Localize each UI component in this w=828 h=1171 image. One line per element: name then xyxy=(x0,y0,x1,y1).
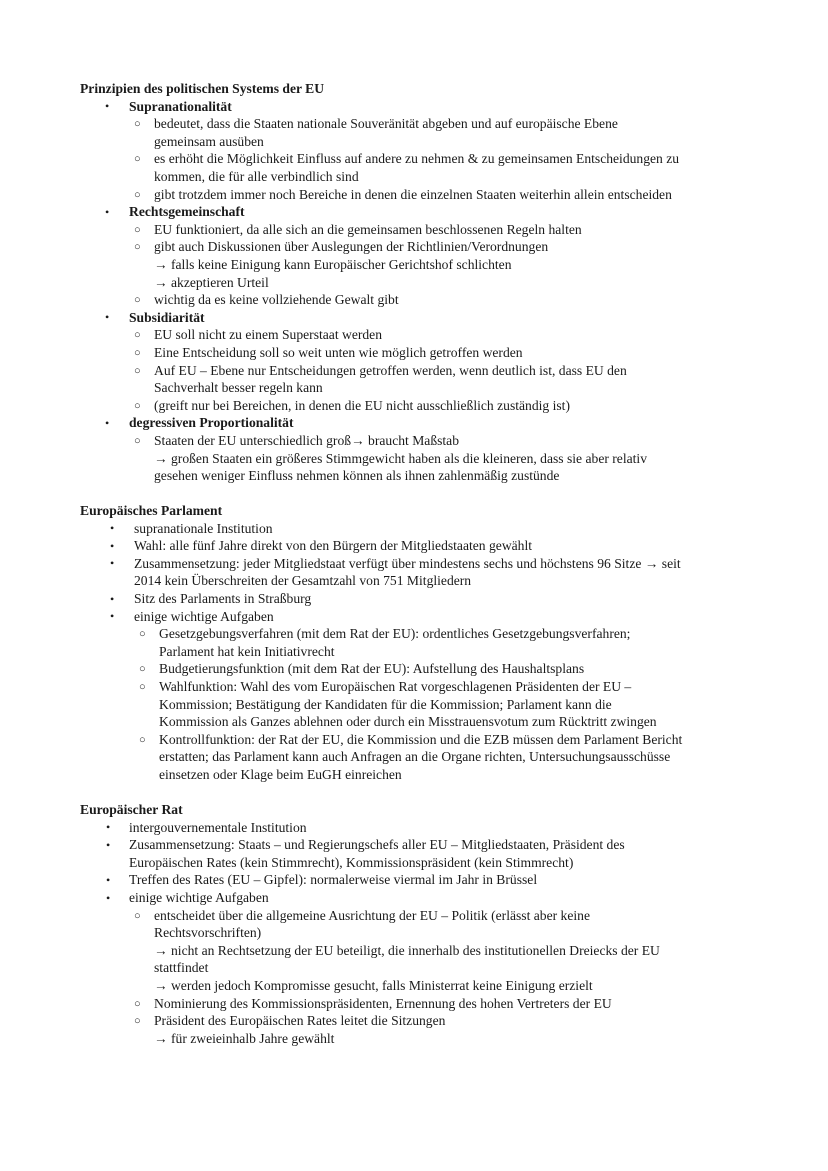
bullet-circle: ○ xyxy=(139,663,146,676)
bullet-circle: ○ xyxy=(134,241,141,254)
bullet-circle: ○ xyxy=(134,399,141,412)
sub-item-text: gesehen weniger Einfluss nehmen können als ihnen zahlenmäßig zustünde xyxy=(154,468,560,484)
sub-item-text: → falls keine Einigung kann Europäischer Gerichtshof schlichten xyxy=(154,257,512,272)
sub-item-text: wichtig da es keine vollziehende Gewalt gibt xyxy=(154,292,399,308)
sub-item-text: → werden jedoch Kompromisse gesucht, falls Ministerrat keine Einigung erzielt xyxy=(154,978,593,993)
sub-item-text: → akzeptieren Urteil xyxy=(154,274,269,290)
bullet-disc: • xyxy=(105,204,110,219)
bullet-disc: • xyxy=(105,310,110,325)
list-item-heading: Subsidiarität xyxy=(129,309,205,325)
list-item-heading: degressiven Proportionalität xyxy=(129,415,294,431)
list-item-text: 2014 kein Überschreiten der Gesamtzahl von 751 Mitgliedern xyxy=(134,573,472,589)
sub-item-text: Gesetzgebungsverfahren (mit dem Rat der EU): ordentliches Gesetzgebungsverfahren; xyxy=(159,626,631,642)
sub-item-text: Parlament hat kein Initiativrecht xyxy=(159,643,335,659)
sub-item-text: Auf EU – Ebene nur Entscheidungen getroffen werden, wenn deutlich ist, dass EU den xyxy=(154,362,627,378)
bullet-circle: ○ xyxy=(134,364,141,377)
bullet-circle: ○ xyxy=(134,435,141,447)
sub-item-text: Sachverhalt besser regeln kann xyxy=(154,380,323,396)
bullet-disc: • xyxy=(106,890,111,905)
bullet-circle: ○ xyxy=(139,733,146,746)
bullet-circle: ○ xyxy=(134,153,141,166)
list-item-text: Zusammensetzung: Staats – und Regierungschefs aller EU – Mitgliedstaaten, Präsident des xyxy=(129,837,625,853)
list-item-text: Europäischen Rates (kein Stimmrecht), Kommissionspräsident (kein Stimmrecht) xyxy=(129,854,574,870)
bullet-disc: • xyxy=(110,556,115,571)
sub-item-text: Nominierung des Kommissionspräsidenten, Ernennung des hohen Vertreters der EU xyxy=(154,995,612,1011)
bullet-disc: • xyxy=(106,820,111,835)
sub-item-text: Kommission als Ganzes ablehnen oder durch ein Misstrauensvotum zum Rücktritt zwingen xyxy=(159,714,657,730)
sub-item-text: Kontrollfunktion: der Rat der EU, die Kommission und die EZB müssen dem Parlament Bericht xyxy=(159,731,683,747)
sub-item-text: kommen, die für alle verbindlich sind xyxy=(154,169,359,184)
section-title: Europäisches Parlament xyxy=(80,503,223,518)
sub-item-text: (greift nur bei Bereichen, in denen die EU nicht ausschließlich zuständig ist) xyxy=(154,397,570,413)
sub-item-text: gibt trotzdem immer noch Bereiche in denen die einzelnen Staaten weiterhin allein entscheiden xyxy=(154,186,672,202)
list-item-text: Treffen des Rates (EU – Gipfel): normalerweise viermal im Jahr in Brüssel xyxy=(129,872,538,888)
sub-item-text: Präsident des Europäischen Rates leitet die Sitzungen xyxy=(154,1013,446,1029)
list-item-text: supranationale Institution xyxy=(134,520,273,536)
bullet-disc: • xyxy=(110,609,115,624)
sub-item-text: gibt auch Diskussionen über Auslegungen der Richtlinien/Verordnungen xyxy=(154,239,549,255)
sub-item-text: Eine Entscheidung soll so weit unten wie möglich getroffen werden xyxy=(154,345,523,360)
bullet-circle: ○ xyxy=(134,223,141,236)
bullet-circle: ○ xyxy=(134,909,141,922)
sub-item-text: Kommission; Bestätigung der Kandidaten für die Kommission; Parlament kann die xyxy=(159,696,612,712)
sub-item-text: Rechtsvorschriften) xyxy=(154,925,262,941)
sub-item-text: Wahlfunktion: Wahl des vom Europäischen Rat vorgeschlagenen Präsidenten der EU – xyxy=(159,679,632,694)
list-item-text: intergouvernementale Institution xyxy=(129,819,307,835)
sub-item-text: EU funktioniert, da alle sich an die gemeinsamen beschlossenen Regeln halten xyxy=(154,221,582,237)
sub-item-text: EU soll nicht zu einem Superstaat werden xyxy=(154,327,383,343)
bullet-circle: ○ xyxy=(134,1015,141,1028)
bullet-circle: ○ xyxy=(134,188,141,201)
sub-item-text: gemeinsam ausüben xyxy=(154,133,264,149)
sub-item-text: Staaten der EU unterschiedlich groß→ braucht Maßstab xyxy=(154,433,460,448)
sub-item-text: es erhöht die Möglichkeit Einfluss auf andere zu nehmen & zu gemeinsamen Entscheidungen zu xyxy=(154,151,680,167)
sub-item-text: einsetzen oder Klage beim EuGH einreichen xyxy=(159,767,402,782)
bullet-circle: ○ xyxy=(134,347,141,359)
bullet-circle: ○ xyxy=(139,681,146,693)
list-item-text: einige wichtige Aufgaben xyxy=(129,890,269,905)
bullet-disc: • xyxy=(110,538,115,553)
list-item-heading: Rechtsgemeinschaft xyxy=(129,204,245,220)
section-title: Europäischer Rat xyxy=(80,802,183,817)
sub-item-text: → nicht an Rechtsetzung der EU beteiligt, die innerhalb des institutionellen Dreiecks der EU xyxy=(154,942,660,958)
sub-item-text: bedeutet, dass die Staaten nationale Souveränität abgeben und auf europäische Ebene xyxy=(154,116,618,132)
bullet-disc: • xyxy=(105,99,110,114)
sub-item-text: entscheidet über die allgemeine Ausrichtung der EU – Politik (erlässt aber keine xyxy=(154,907,590,923)
bullet-circle: ○ xyxy=(134,329,141,342)
sub-item-text: stattfindet xyxy=(154,960,209,976)
bullet-disc: • xyxy=(105,415,110,430)
bullet-circle: ○ xyxy=(134,997,141,1010)
list-item-heading: Supranationalität xyxy=(129,98,232,114)
bullet-circle: ○ xyxy=(134,118,141,131)
bullet-circle: ○ xyxy=(134,294,141,307)
sub-item-text: erstatten; das Parlament kann auch Anfragen an die Organe richten, Untersuchungsausschüsse xyxy=(159,749,671,765)
list-item-text: Wahl: alle fünf Jahre direkt von den Bürgern der Mitgliedstaaten gewählt xyxy=(134,538,533,554)
bullet-circle: ○ xyxy=(139,628,146,641)
sub-item-text: Budgetierungsfunktion (mit dem Rat der EU): Aufstellung des Haushaltsplans xyxy=(159,661,585,677)
bullet-disc: • xyxy=(106,872,111,887)
bullet-disc: • xyxy=(106,837,111,852)
bullet-disc: • xyxy=(110,591,115,606)
bullet-disc: • xyxy=(110,521,115,536)
sub-item-text: → großen Staaten ein größeres Stimmgewicht haben als die kleineren, dass sie aber relativ xyxy=(154,450,647,466)
sub-item-text: → für zweieinhalb Jahre gewählt xyxy=(154,1030,335,1046)
list-item-text: Sitz des Parlaments in Straßburg xyxy=(134,591,312,606)
list-item-text: einige wichtige Aufgaben xyxy=(134,608,274,624)
section-title: Prinzipien des politischen Systems der EU xyxy=(80,81,325,96)
list-item-text: Zusammensetzung: jeder Mitgliedstaat verfügt über mindestens sechs und höchstens 96 Sitze → seit xyxy=(134,555,681,571)
